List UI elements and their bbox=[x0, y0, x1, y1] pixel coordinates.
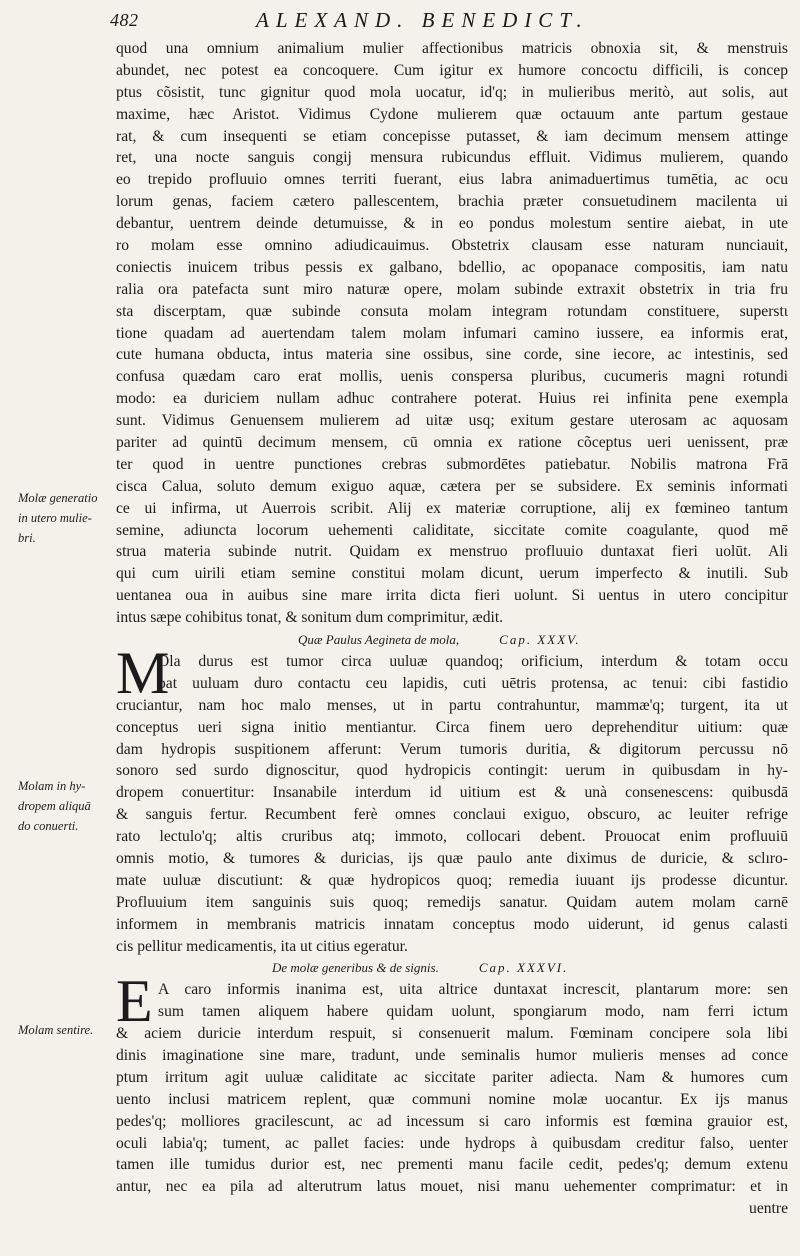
text-line: & sanguis fertur. Recumbent ferè omnes conclaui exiguo, obscuro, ac leuiter refrige bbox=[116, 806, 788, 824]
chapter-title: Quæ Paulus Aegineta de mola, bbox=[298, 632, 460, 648]
text-line: omnis motio, & tumores & duricias, ijs quæ paulo ante diximus de duricie, & sclıro- bbox=[116, 849, 788, 867]
text-line: mate uuluæ discutiunt: & quæ hydropicos quoq; remedia iuuant ijs prodesse dicuntur. bbox=[116, 871, 788, 889]
text-line: uentanea oua in auibus sine mare irrita dicta fieri uolunt. Si uentus in utero concipitur bbox=[116, 587, 788, 605]
text-line: cisca Calua, soluto demum exiguo aquæ, cætera per se subsidere. Ex seminis informati bbox=[116, 477, 788, 495]
text-line: ptus cõsistit, tunc gignitur quod mola uocatur, id'q; in mulieribus meritò, aut solis, aut bbox=[116, 83, 788, 101]
page-header bbox=[110, 10, 790, 36]
text-line: tione quadam ad auertendam talem molam infumari camino iussere, ea informis erat, bbox=[116, 324, 788, 342]
text-line: debantur, uentrem deinde detumuisse, & in eo pondus molestum sentire aiebat, in ute bbox=[116, 215, 788, 233]
text-line: semine, adiuncta locorum uehementi caliditate, siccitate comite coagulante, quod mē bbox=[116, 521, 788, 539]
margin-note-line: bri. bbox=[18, 531, 36, 545]
text-line: cute humana obducta, intus materia sine ossibus, sine corde, sine iecore, ac intestinis, sed bbox=[116, 346, 788, 364]
margin-note-mola-generatio bbox=[18, 488, 114, 548]
drop-cap-initial: M bbox=[116, 639, 170, 706]
text-line: dinis imaginatione sine mare, tradunt, unde seminalis humor mulieris menses ad conce bbox=[116, 1046, 788, 1064]
text-line: strua materia subinde nutrit. Quidam ex menstruo profluuio duntaxat fieri uolūt. Ali bbox=[116, 543, 788, 561]
text-line: antur, nec ea pila ad alterutrum latus mouet, nisi manu uehementer comprimatur: et in bbox=[116, 1178, 788, 1196]
text-line: tamen ille tumidus durior est, nec prementi manu facile cedit, pedes'q; demum extenu bbox=[116, 1156, 788, 1174]
chapter-title: De molæ generibus & de signis. bbox=[272, 960, 439, 976]
margin-note-line: in utero mulie- bbox=[18, 511, 92, 525]
text-line: pat uuluam duro contactu ceu lapidis, cuti uētris protensa, ac tenui: cibi fastidio bbox=[158, 674, 788, 692]
chapter-heading-36 bbox=[116, 957, 788, 979]
text-line: Ola durus est tumor circa uuluæ quandoq; orificium, interdum & totam occu bbox=[158, 652, 788, 670]
text-line: oculi labia'q; tument, ac pallet facies: unde hydrops à quibusdam creditur falso, uenter bbox=[116, 1134, 788, 1152]
text-line: sonoro sed surdo dignoscitur, quod hydropicis contingit: uerum in quibusdam in hy- bbox=[116, 762, 788, 780]
text-line: coniectis inuicem tribus pessis ex galbano, bdellio, ac opopanace compositis, iam natu bbox=[116, 258, 788, 276]
text-line: sta discerptam, quæ subinde consuta molam integram rotundam constituere, superstι bbox=[116, 302, 788, 320]
text-line: rato lectulo'q; altis cruribus atq; immoto, collocari debent. Prouocat enim profluuiū bbox=[116, 828, 788, 846]
text-line: ptum irritum agit uuluæ caliditate ac siccitate pariter adiecta. Nam & humores cum bbox=[116, 1068, 788, 1086]
chapter-heading-35 bbox=[116, 629, 788, 651]
text-line: qui cum uirili etiam semine constitui molam dicunt, uerum imperfecto & inutili. Sub bbox=[116, 565, 788, 583]
text-line: rat, & cum insequenti se etiam concepisse putasset, & iam decimum mensem attinge bbox=[116, 127, 788, 145]
text-line: ter quod in uentre punctiones crebras submordētes patiebatur. Nobilis matrona Frā bbox=[116, 455, 788, 473]
drop-cap-initial: E bbox=[116, 968, 153, 1035]
page-number: 482 bbox=[110, 10, 139, 30]
margin-note-line: dropem aliquā bbox=[18, 799, 91, 813]
text-line: ralia ora patefacta sunt miro naturæ opere, molam subinde extraxit obstetrix in tria fru bbox=[116, 280, 788, 298]
text-line: Profluuium item sanguinis suis quoq; remedijs sanatur. Quidam autem molam carnē bbox=[116, 893, 788, 911]
text-line: modo: ea duriciem nullam adhuc contrahere poterat. Huius rei infinita pene exempla bbox=[116, 390, 788, 408]
main-text bbox=[116, 38, 788, 1220]
margin-note-line: Molam in hy- bbox=[18, 779, 86, 793]
margin-note-line: do conuerti. bbox=[18, 819, 79, 833]
text-line: dropem conuertitur: Insanabile interdum id uitium est & unà consenescens: quibusdā bbox=[116, 784, 788, 802]
text-line: quod una omnium animalium mulier affectionibus matricis obnoxia sit, & menstruis bbox=[116, 40, 788, 57]
section-continued-text bbox=[116, 38, 788, 629]
text-line: sum tamen aliquem habere quidam uolunt, spongiarum modo, nam ferri ictum bbox=[158, 1003, 788, 1021]
margin-note-line: Molæ generatio bbox=[18, 491, 98, 505]
margin-note-molam-sentire bbox=[18, 1020, 114, 1040]
text-line: lorum genas, faciem cætero pallescentem, brachia præter consuetudinem macilenta ui bbox=[116, 193, 788, 211]
text-line: informem in membranis matricis innatam conceptus modo uiderunt, id genus calasti bbox=[116, 915, 788, 933]
text-line: eo trepido profluuio omnes territi fuerant, eius labra animaduertimus tumētia, ac ocu bbox=[116, 171, 788, 189]
text-line: A caro informis inanima est, uita altrice duntaxat increscit, plantarum more: sen bbox=[158, 981, 788, 999]
text-line: ret, una nocte sanguis congij mensura rubicundus effluit. Vidimus mulierem, quando bbox=[116, 149, 788, 167]
text-line: cruciantur, nam hoc malo menses, ut in partu contrahuntur, mammæ'q; turgent, ita ut bbox=[116, 696, 788, 714]
text-line: uento inclusi matricem replent, quæ communi nomine molæ uocantur. Ex ijs manus bbox=[116, 1090, 788, 1108]
text-line: dam hydropis suspitionem afferunt: Verum tumoris duritia, & digitorum percussu nō bbox=[116, 740, 788, 758]
text-line: conceptus ueri signa initio mentiantur. Circa finem uero deprehenditur uitium: quæ bbox=[116, 718, 788, 736]
margin-note-molam-in-hydropem bbox=[18, 776, 114, 836]
text-line: intus sæpe cohibitus tonat, & sonitum dum comprimitur, ædit. bbox=[116, 609, 504, 627]
text-line: confusa quædam caro erat mollis, uenis conspersa pluribus, cucumeris magni rotundi bbox=[116, 368, 788, 386]
text-line: ro molam esse omnino adiudicauimus. Obstetrix clausam esse naturam nunciauit, bbox=[116, 237, 788, 255]
text-line: & aciem duricie interdum respuit, si consenuerit malum. Fœminam concipere sola libi bbox=[116, 1025, 788, 1043]
text-line: abundet, nec potest ea concoquere. Cum igitur ex humore concoctu difficili, is concep bbox=[116, 61, 788, 79]
text-line: maxime, hæc Aristot. Vidimus Cydone mulierem quæ octauum ante partum gestaue bbox=[116, 105, 788, 123]
chapter-number: Cap. XXXV. bbox=[499, 632, 581, 648]
text-line: pariter ad quintū decimum mensem, cū omnia ex ratione cõceptus ueri uenissent, præ bbox=[116, 434, 788, 452]
text-line: ce ui infirma, ut Auerrois scribit. Alij ex materiæ corruptione, alij ex fœmineo tantum bbox=[116, 499, 788, 517]
catchword: uentre bbox=[749, 1200, 788, 1218]
text-line: sunt. Vidimus Genuensem mulierem ad uitæ usq; exitum gestare uterosam ac aquosam bbox=[116, 412, 788, 430]
running-head: ALEXAND. BENEDICT. bbox=[256, 8, 589, 32]
text-line: cis pellitur medicamentis, ita ut citius egeratur. bbox=[116, 937, 408, 955]
text-line: pedes'q; molliores gracilescunt, ac ad incessum si caro informis est fœmina grauior est, bbox=[116, 1112, 788, 1130]
margin-note-line: Molam sentire. bbox=[18, 1023, 94, 1037]
chapter-number: Cap. XXXVI. bbox=[478, 960, 569, 976]
